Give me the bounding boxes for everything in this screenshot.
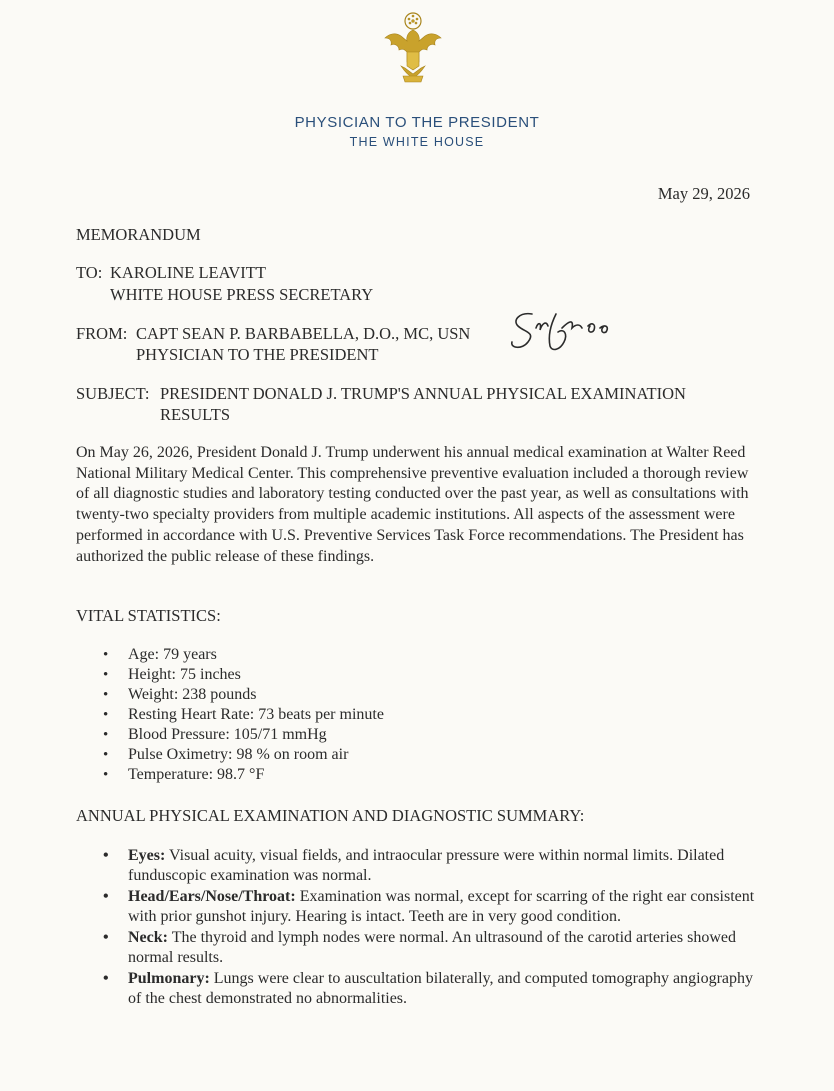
list-item: • Temperature: 98.7 °F [103, 766, 265, 783]
list-item: • Pulmonary: Lungs were clear to auscultation bilaterally, and computed tomography angiography of the chest demonstrated no abnormalities. [103, 970, 754, 1007]
vitals-heading: VITAL STATISTICS: [76, 606, 221, 625]
to-name: KAROLINE LEAVITT [110, 263, 266, 282]
letterhead-subtitle: THE WHITE HOUSE [349, 135, 485, 149]
list-item: • Blood Pressure: 105/71 mmHg [103, 726, 327, 743]
list-item: • Neck: The thyroid and lymph nodes were normal. An ultrasound of the carotid arteries showed normal results. [103, 929, 736, 966]
letterhead-title: PHYSICIAN TO THE PRESIDENT [294, 114, 540, 131]
list-item: • Weight: 238 pounds [103, 686, 257, 703]
list-item: • Resting Heart Rate: 73 beats per minute [103, 706, 384, 723]
list-item: • Eyes: Visual acuity, visual fields, and intraocular pressure were within normal limits. Dilated funduscopic examination was normal. [103, 847, 725, 884]
from-name: CAPT SEAN P. BARBABELLA, D.O., MC, USN [136, 324, 471, 343]
from-title: PHYSICIAN TO THE PRESIDENT [136, 345, 379, 364]
list-item: • Height: 75 inches [103, 666, 241, 683]
subject-label: SUBJECT: [76, 384, 150, 403]
exam-heading: ANNUAL PHYSICAL EXAMINATION AND DIAGNOSTIC SUMMARY: [76, 806, 585, 825]
memo-label: MEMORANDUM [76, 225, 201, 244]
exam-list [0, 846, 760, 1010]
subject-line-2: RESULTS [160, 405, 230, 424]
intro-paragraph: On May 26, 2026, President Donald J. Trump underwent his annual medical examination at Walter Reed National Military Medical Center. This comprehensive preventive evaluation included a thorough review of all diagnostic studies and laboratory testing conducted over the past year, as well as consultations with twenty-two specialty providers from multiple academic institutions. All aspects of the assessment were performed in accordance with U.S. Preventive Services Task Force recommendations. The President has authorized the public release of these findings. [76, 444, 749, 565]
vitals-list [0, 645, 384, 785]
list-item: • Pulse Oximetry: 98 % on room air [103, 746, 349, 763]
to-label: TO: [76, 263, 103, 282]
from-label: FROM: [76, 324, 128, 343]
list-item: • Age: 79 years [103, 646, 217, 663]
to-title: WHITE HOUSE PRESS SECRETARY [110, 285, 374, 304]
handwritten-signature [506, 306, 626, 356]
memo-date: May 29, 2026 [657, 184, 750, 203]
presidential-seal-icon [381, 10, 445, 88]
subject-line-1: PRESIDENT DONALD J. TRUMP'S ANNUAL PHYSICAL EXAMINATION [160, 384, 686, 403]
list-item: • Head/Ears/Nose/Throat: Examination was normal, except for scarring of the right ear consistent with prior gunshot injury. Hearing is intact. Teeth are in very good condition. [103, 888, 755, 925]
